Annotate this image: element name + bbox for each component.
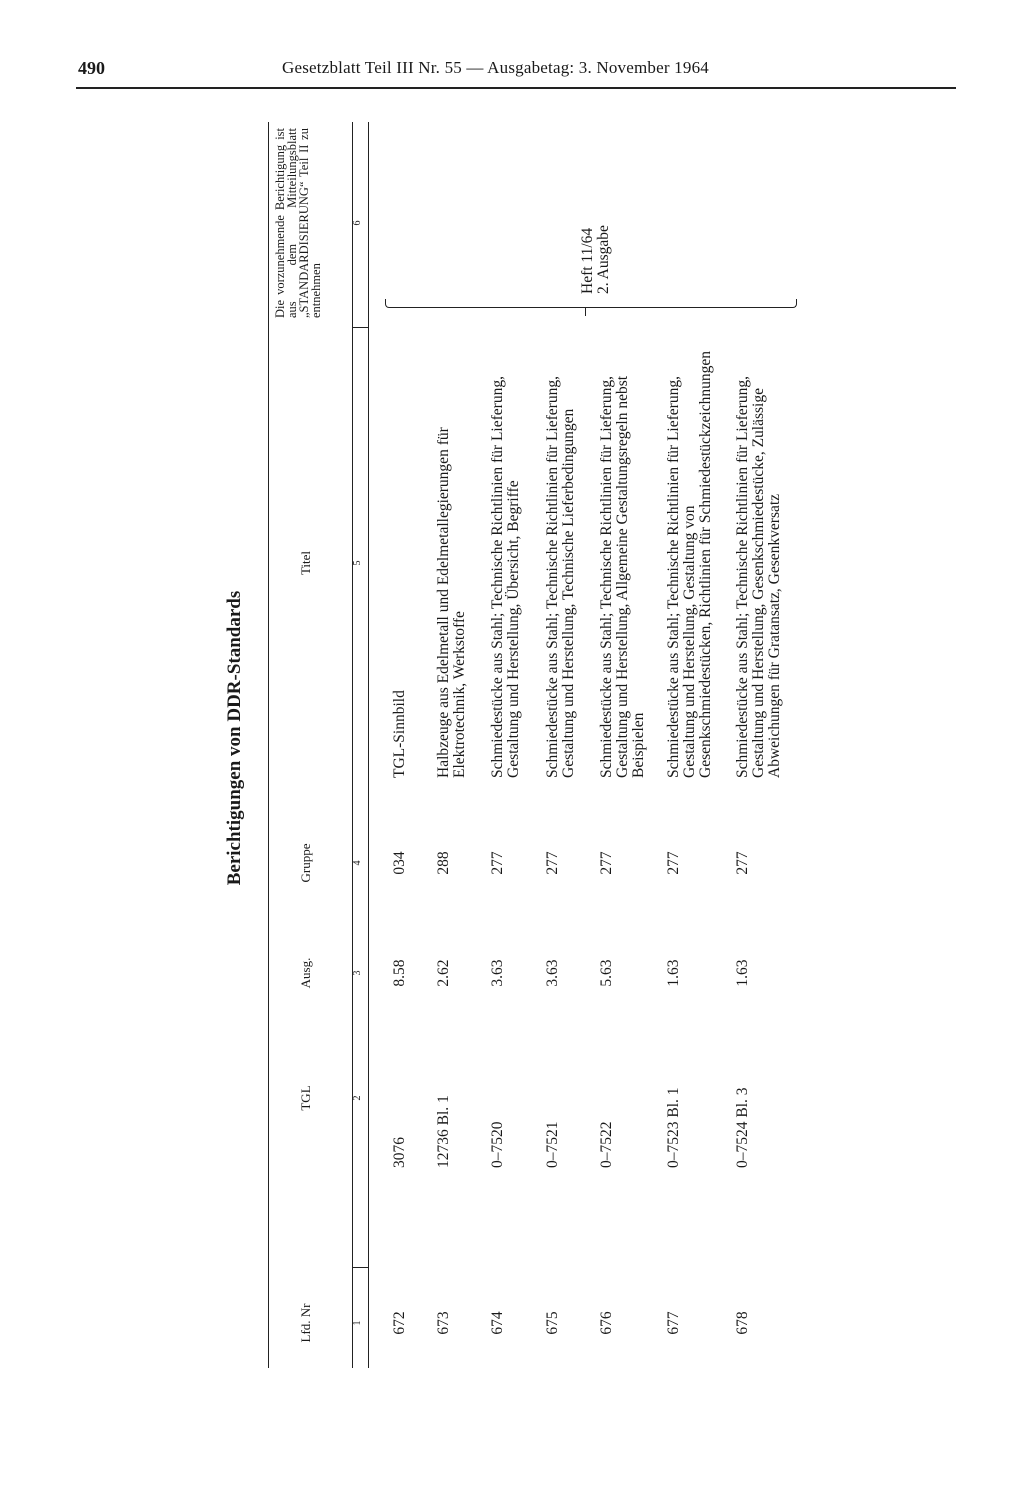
cell-nr: 674 — [489, 1311, 506, 1335]
rotated-table-block — [220, 108, 800, 1368]
cell-tgl: 0–7522 — [598, 1121, 615, 1168]
cell-ausg: 5.63 — [598, 959, 615, 987]
cell-gruppe: 277 — [665, 851, 682, 875]
grouping-brace — [385, 299, 797, 308]
cell-gruppe: 288 — [435, 851, 452, 875]
cell-titel: Schmiedestücke aus Stahl; Technische Richtlinien für Lieferung, Gestaltung und Herstellung, Allgemeine Gestaltungsregeln nebst Beispielen — [598, 375, 647, 778]
cell-tgl: 0–7523 Bl. 1 — [665, 1087, 682, 1168]
cell-ausg: 2.62 — [435, 959, 452, 987]
cell-gruppe: 277 — [734, 851, 751, 875]
cell-ausg: 3.63 — [544, 959, 561, 987]
header-rule — [76, 87, 956, 89]
col-number-6: 6 — [351, 220, 363, 226]
brace-note — [580, 225, 612, 294]
cell-gruppe: 277 — [598, 851, 615, 875]
cell-ausg: 1.63 — [734, 959, 751, 987]
col-header-lfd-nr: Lfd. Nr — [298, 1303, 313, 1343]
col-number-1: 1 — [351, 1320, 363, 1326]
cell-nr: 675 — [544, 1311, 561, 1335]
cell-ausg: 3.63 — [489, 959, 506, 987]
cell-gruppe: 277 — [544, 851, 561, 875]
brace-note-line: 2. Ausgabe — [595, 225, 612, 294]
col-header-gruppe: Gruppe — [298, 843, 313, 883]
running-title: Gesetzblatt Teil III Nr. 55 — Ausgabetag: 3. November 1964 — [282, 58, 709, 77]
page-number: 490 — [78, 58, 105, 78]
cell-titel: TGL-Sinnbild — [391, 690, 408, 778]
cell-titel: Schmiedestücke aus Stahl; Technische Richtlinien für Lieferung, Gestaltung und Herstellung, Übersicht, Begriffe — [489, 376, 522, 778]
col-separator — [352, 327, 368, 328]
col-header-titel: Titel — [298, 550, 313, 576]
cell-nr: 676 — [598, 1311, 615, 1335]
cell-tgl: 0–7520 — [489, 1121, 506, 1168]
col-number-3: 3 — [351, 970, 363, 976]
cell-gruppe: 034 — [391, 851, 408, 875]
col-header-berichtigung: Die vorzunehmende Berichtigung ist aus dem Mitteilungsblatt „STANDARDISIERUNG“ Teil II zu entnehmen — [273, 128, 323, 318]
brace-note-line: Heft 11/64 — [579, 227, 596, 294]
col-header-tgl: TGL — [298, 1085, 313, 1111]
cell-nr: 673 — [435, 1311, 452, 1335]
cell-titel: Schmiedestücke aus Stahl; Technische Richtlinien für Lieferung, Gestaltung und Herstellung, Technische Lieferbedingungen — [544, 376, 577, 778]
corrections-table — [268, 108, 793, 1368]
col-separator — [352, 1267, 368, 1268]
cell-gruppe: 277 — [489, 851, 506, 875]
cell-nr: 672 — [391, 1311, 408, 1335]
cell-tgl: 12736 Bl. 1 — [435, 1095, 452, 1168]
table-caption: Berichtigungen von DDR-Standards — [224, 590, 245, 886]
grouping-brace-tip — [585, 308, 586, 316]
col-number-4: 4 — [351, 860, 363, 866]
cell-tgl: 0–7521 — [544, 1121, 561, 1168]
col-number-2: 2 — [351, 1095, 363, 1101]
cell-tgl: 3076 — [391, 1137, 408, 1168]
cell-titel: Schmiedestücke aus Stahl; Technische Richtlinien für Lieferung, Gestaltung und Herstellung, Gestaltung von Gesenkschmiedestücken, Richtlinien für Schmiedestückzeichnungen — [665, 351, 714, 778]
cell-titel: Schmiedestücke aus Stahl; Technische Richtlinien für Lieferung, Gestaltung und Herstellung, Gesenkschmiedestücke, Zulässige Abweichungen für Gratansatz, Gesenkversatz — [734, 376, 783, 778]
cell-nr: 678 — [734, 1311, 751, 1335]
cell-ausg: 8.58 — [391, 959, 408, 987]
col-number-5: 5 — [351, 560, 363, 566]
cell-tgl: 0–7524 Bl. 3 — [734, 1087, 751, 1168]
cell-titel: Halbzeuge aus Edelmetall und Edelmetallegierungen für Elektrotechnik, Werkstoffe — [435, 427, 468, 778]
col-header-ausg: Ausg. — [298, 957, 313, 989]
cell-nr: 677 — [665, 1311, 682, 1335]
header-rule-bottom — [368, 122, 369, 1368]
cell-ausg: 1.63 — [665, 959, 682, 987]
